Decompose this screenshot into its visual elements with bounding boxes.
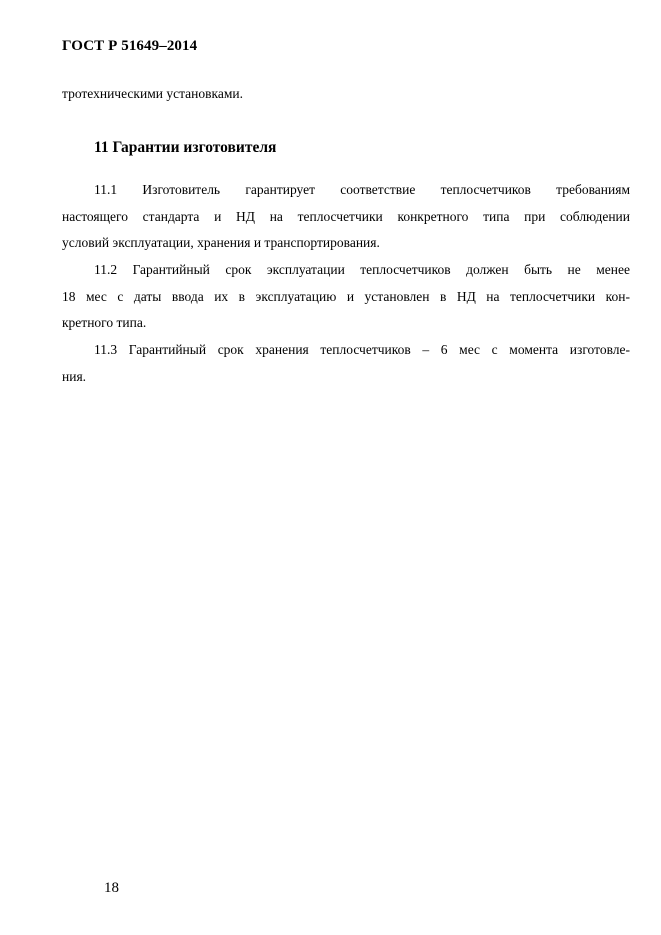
paragraph-line: ния. (62, 368, 87, 384)
paragraph-line: 11.2 Гарантийный срок эксплуатации теплосчетчиков должен быть не менее (94, 262, 630, 277)
page-header: ГОСТ Р 51649–2014 (62, 38, 198, 54)
paragraph-line: настоящего стандарта и НД на теплосчетчики конкретного типа при соблюдении (62, 208, 630, 224)
paragraph-11-3 (62, 337, 630, 390)
paragraph-line: условий эксплуатации, хранения и транспортирования. (62, 235, 380, 250)
paragraph-line: 11.3 Гарантийный срок хранения теплосчетчиков – 6 мес с момента изготовле- (94, 342, 630, 357)
page-number: 18 (104, 880, 119, 896)
section-title: 11 Гарантии изготовителя (94, 139, 277, 156)
paragraph-line: 18 мес с даты ввода их в эксплуатацию и установлен в НД на теплосчетчики кон- (62, 288, 630, 304)
paragraph-line: кретного типа. (62, 315, 147, 330)
paragraph-11-2 (62, 257, 630, 337)
continuation-line: тротехническими установками. (62, 86, 243, 101)
paragraph-line: 11.1 Изготовитель гарантирует соответствие теплосчетчиков требованиям (94, 182, 630, 197)
paragraph-11-1 (62, 177, 630, 257)
